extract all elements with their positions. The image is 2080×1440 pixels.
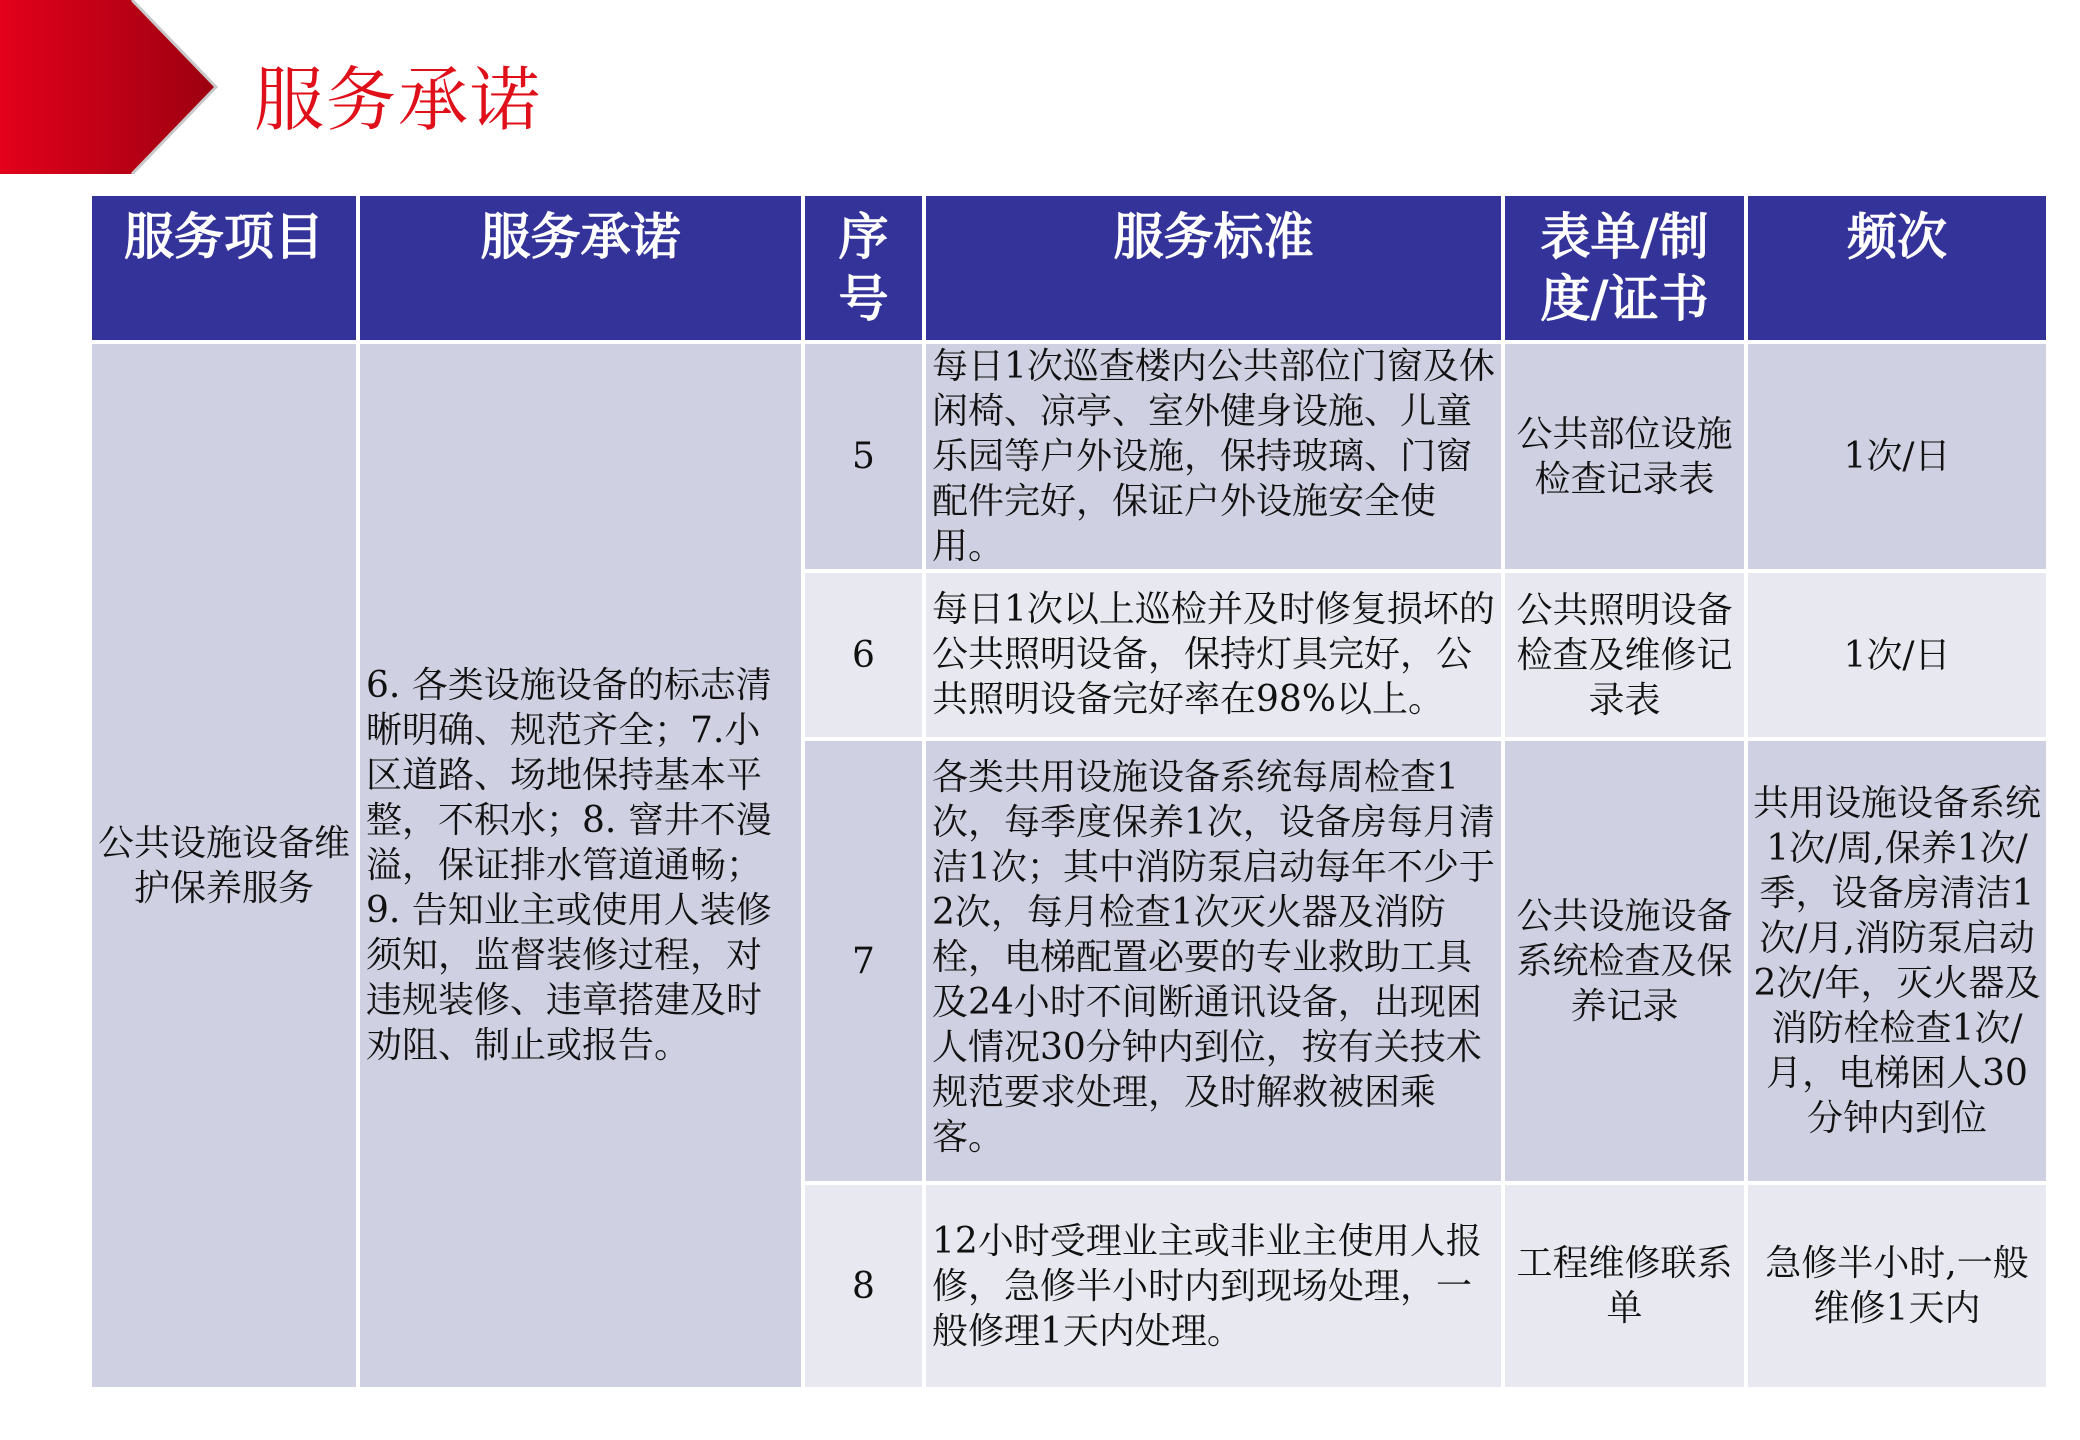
arrow-tab-icon — [0, 0, 220, 174]
seq-cell: 7 — [803, 739, 924, 1183]
header-frequency: 频次 — [1746, 194, 2048, 342]
frequency-cell: 急修半小时,一般维修1天内 — [1746, 1183, 2048, 1389]
seq-cell: 6 — [803, 571, 924, 739]
forms-cell: 公共照明设备检查及维修记录表 — [1503, 571, 1746, 739]
header-seq: 序号 — [803, 194, 924, 342]
page-title: 服务承诺 — [254, 59, 542, 141]
table-header-row — [90, 194, 2048, 342]
service-promise-cell: 6. 各类设施设备的标志清晰明确、规范齐全；7.小区道路、场地保持基本平整，不积水；8. 窨井不漫溢，保证排水管道通畅；9. 告知业主或使用人装修须知，监督装修过程，对违规装修、违章搭建及时劝阻、制止或报告。 — [358, 342, 803, 1389]
standard-cell: 12小时受理业主或非业主使用人报修，急修半小时内到现场处理，一般修理1天内处理。 — [924, 1183, 1503, 1389]
seq-cell: 5 — [803, 342, 924, 571]
forms-cell: 公共部位设施检查记录表 — [1503, 342, 1746, 571]
header-forms: 表单/制度/证书 — [1503, 194, 1746, 342]
frequency-cell: 1次/日 — [1746, 571, 2048, 739]
service-table — [88, 192, 2050, 1391]
service-item-cell: 公共设施设备维护保养服务 — [90, 342, 358, 1389]
standard-cell: 各类共用设施设备系统每周检查1次，每季度保养1次，设备房每月清洁1次；其中消防泵启动每年不少于2次，每月检查1次灭火器及消防栓，电梯配置必要的专业救助工具及24小时不间断通讯设备，出现困人情况30分钟内到位，按有关技术规范要求处理，及时解救被困乘客。 — [924, 739, 1503, 1183]
frequency-cell: 共用设施设备系统1次/周,保养1次/季，设备房清洁1次/月,消防泵启动2次/年，灭火器及消防栓检查1次/月，电梯困人30分钟内到位 — [1746, 739, 2048, 1183]
header-service-standard: 服务标准 — [924, 194, 1503, 342]
forms-cell: 工程维修联系单 — [1503, 1183, 1746, 1389]
header-service-promise: 服务承诺 — [358, 194, 803, 342]
standard-cell: 每日1次以上巡检并及时修复损坏的公共照明设备，保持灯具完好，公共照明设备完好率在98%以上。 — [924, 571, 1503, 739]
forms-cell: 公共设施设备系统检查及保养记录 — [1503, 739, 1746, 1183]
table-row — [90, 342, 2048, 571]
frequency-cell: 1次/日 — [1746, 342, 2048, 571]
seq-cell: 8 — [803, 1183, 924, 1389]
header-service-item: 服务项目 — [90, 194, 358, 342]
standard-cell: 每日1次巡查楼内公共部位门窗及休闲椅、凉亭、室外健身设施、儿童乐园等户外设施，保持玻璃、门窗配件完好，保证户外设施安全使用。 — [924, 342, 1503, 571]
